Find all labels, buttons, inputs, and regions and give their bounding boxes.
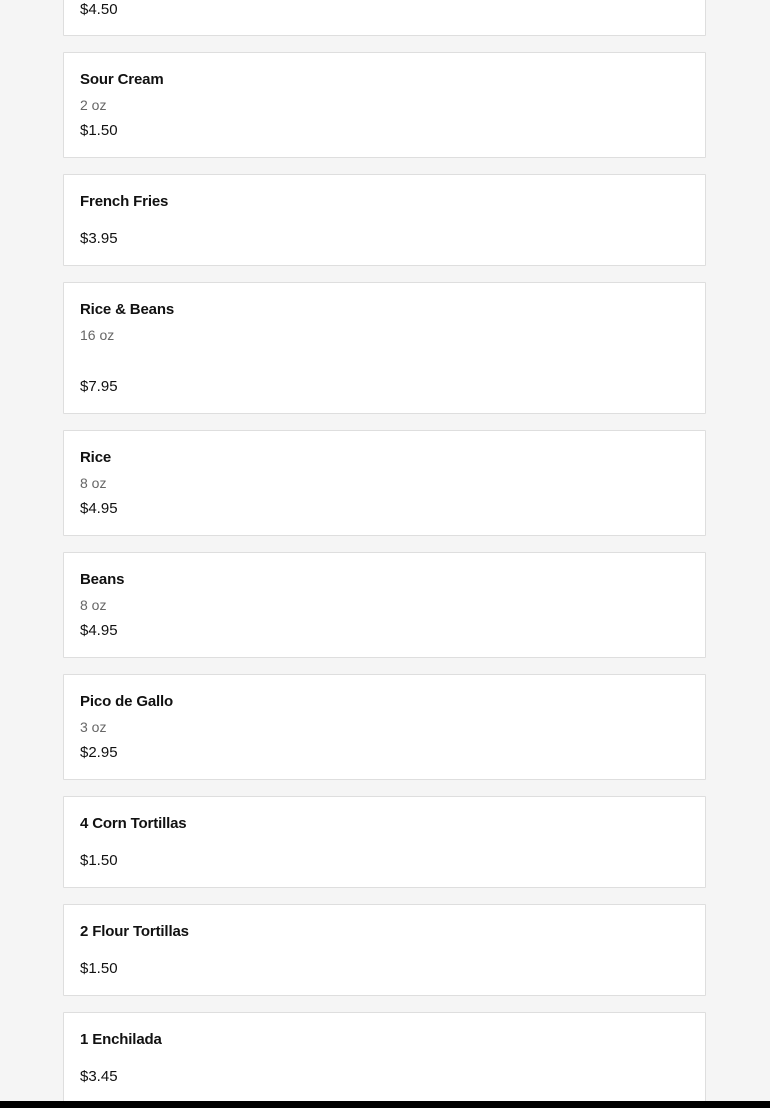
item-price: $1.50 <box>80 122 118 139</box>
item-price: $7.95 <box>80 378 118 395</box>
item-name: 2 Flour Tortillas <box>80 923 189 940</box>
item-price: $4.95 <box>80 500 118 517</box>
item-price: $4.50 <box>80 1 118 18</box>
menu-item-card[interactable] <box>63 430 706 536</box>
item-name: Pico de Gallo <box>80 693 174 710</box>
item-name: 4 Corn Tortillas <box>80 815 187 832</box>
menu-item-card[interactable] <box>63 174 706 266</box>
item-name: Beans <box>80 571 125 588</box>
item-name: Rice <box>80 449 112 466</box>
menu-item-card[interactable] <box>63 282 706 414</box>
menu-item-card[interactable] <box>63 52 706 158</box>
item-description: 3 oz <box>80 719 107 735</box>
item-price: $2.95 <box>80 744 118 761</box>
menu-item-card[interactable] <box>63 904 706 996</box>
item-price: $3.45 <box>80 1068 118 1085</box>
item-price: $1.50 <box>80 960 118 977</box>
item-price: $1.50 <box>80 852 118 869</box>
item-description: 16 oz <box>80 327 115 343</box>
item-name: Sour Cream <box>80 71 164 88</box>
item-price: $4.95 <box>80 622 118 639</box>
menu-item-card[interactable] <box>63 674 706 780</box>
item-name: Rice & Beans <box>80 301 175 318</box>
item-name: 1 Enchilada <box>80 1031 162 1048</box>
item-price: $3.95 <box>80 230 118 247</box>
item-name: French Fries <box>80 193 169 210</box>
item-description: 2 oz <box>80 97 107 113</box>
menu-item-card[interactable] <box>63 796 706 888</box>
menu-item-card[interactable] <box>63 0 706 36</box>
item-description: 8 oz <box>80 597 107 613</box>
bottom-bar <box>0 1101 770 1108</box>
item-description: 8 oz <box>80 475 107 491</box>
menu-item-card[interactable] <box>63 1012 706 1108</box>
menu-item-card[interactable] <box>63 552 706 658</box>
